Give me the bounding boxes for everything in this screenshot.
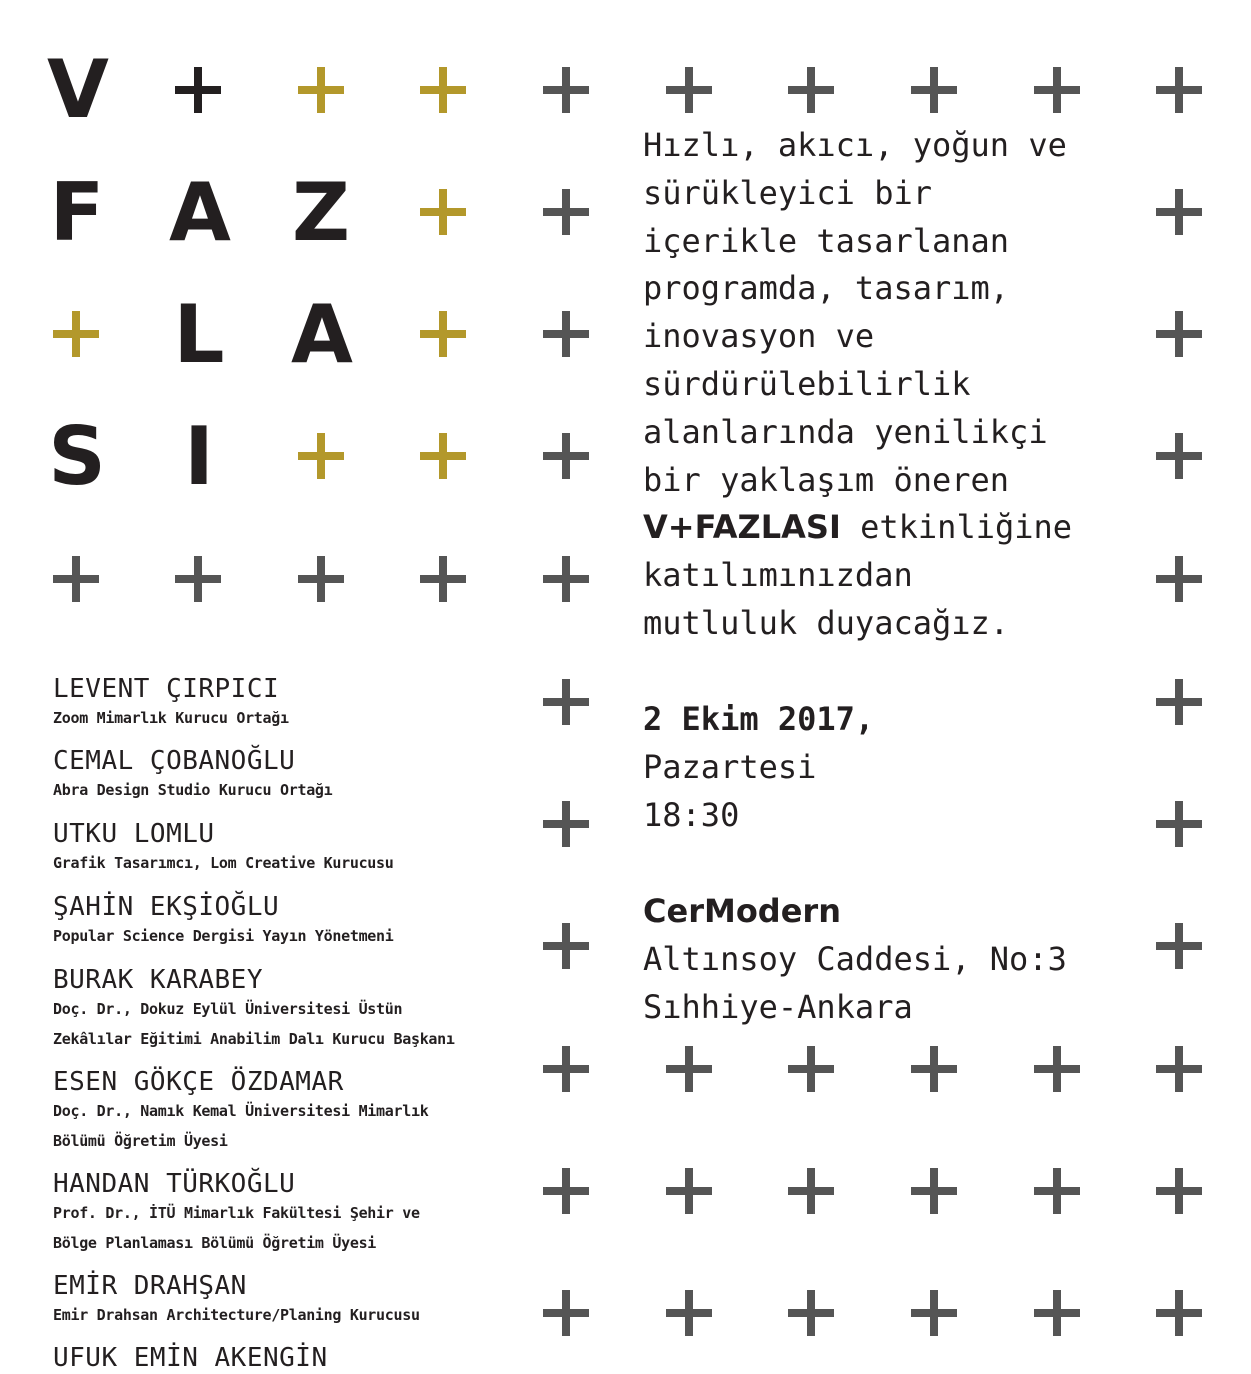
logo-letter-l: L	[173, 288, 225, 381]
plus-icon	[911, 1290, 957, 1336]
plus-icon	[1156, 1046, 1202, 1092]
event-time: 18:30	[643, 795, 740, 834]
plus-icon	[1034, 1168, 1080, 1214]
speaker-name: BURAK KARABEY	[53, 965, 263, 995]
logo-letter-a2: A	[291, 288, 353, 381]
plus-icon	[1034, 1046, 1080, 1092]
plus-icon	[543, 433, 589, 479]
logo-letter-a: A	[169, 166, 231, 259]
speaker-role: Emir Drahsan Architecture/Planing Kurucusu	[53, 1306, 420, 1324]
speaker-name: CEMAL ÇOBANOĞLU	[53, 746, 296, 776]
plus-icon	[420, 67, 466, 113]
speaker-role: Bölümü Öğretim Üyesi	[53, 1132, 228, 1150]
logo-letter-f: F	[49, 166, 105, 259]
speaker-name: ŞAHİN EKŞİOĞLU	[53, 892, 280, 922]
event-details	[643, 696, 874, 839]
speaker-role: Prof. Dr., İTÜ Mimarlık Fakültesi Şehir ve	[53, 1204, 420, 1222]
plus-icon	[53, 556, 99, 602]
plus-icon	[420, 311, 466, 357]
plus-icon	[543, 1290, 589, 1336]
plus-icon	[175, 556, 221, 602]
venue-name: CerModern	[643, 892, 841, 930]
plus-icon	[666, 1290, 712, 1336]
speaker-name: UTKU LOMLU	[53, 819, 215, 849]
intro-brand: V+FAZLASI	[643, 508, 841, 547]
intro-text-after: etkinliğine katılımınızdan mutluluk duyacağız.	[643, 508, 1073, 642]
plus-icon	[1156, 801, 1202, 847]
logo-letter-v: V	[47, 43, 109, 136]
plus-icon	[1034, 1290, 1080, 1336]
plus-icon	[543, 556, 589, 602]
plus-icon	[1156, 679, 1202, 725]
plus-icon	[666, 67, 712, 113]
venue-details	[643, 888, 1067, 1031]
speaker-role: Bölge Planlaması Bölümü Öğretim Üyesi	[53, 1234, 377, 1252]
venue-city: Sıhhiye-Ankara	[643, 987, 913, 1026]
speaker-role: Popular Science Dergisi Yayın Yönetmeni	[53, 927, 394, 945]
speaker-name: EMİR DRAHŞAN	[53, 1271, 247, 1301]
speaker-role: Doç. Dr., Namık Kemal Üniversitesi Mimarlık	[53, 1102, 429, 1120]
speaker-name: LEVENT ÇIRPICI	[53, 674, 280, 704]
plus-icon	[1156, 1168, 1202, 1214]
plus-icon	[420, 433, 466, 479]
plus-icon	[420, 189, 466, 235]
logo-letter-z: Z	[291, 166, 350, 259]
event-day: Pazartesi	[643, 747, 817, 786]
speaker-role: Grafik Tasarımcı, Lom Creative Kurucusu	[53, 854, 394, 872]
speaker-role: Zekâlılar Eğitimi Anabilim Dalı Kurucu Başkanı	[53, 1030, 455, 1048]
plus-icon	[1156, 923, 1202, 969]
plus-icon	[298, 67, 344, 113]
plus-icon	[543, 679, 589, 725]
plus-icon	[788, 67, 834, 113]
plus-icon	[1156, 67, 1202, 113]
plus-icon	[298, 433, 344, 479]
plus-icon	[298, 556, 344, 602]
speaker-role: Zoom Mimarlık Kurucu Ortağı	[53, 709, 289, 727]
venue-street: Altınsoy Caddesi, No:3	[643, 939, 1067, 978]
plus-icon	[788, 1290, 834, 1336]
intro-text-before: Hızlı, akıcı, yoğun ve sürükleyici bir içerikle tasarlanan programda, tasarım, inovasyon ve sürdürülebilirlik alanlarında yenilikçi bir yaklaşım öneren	[643, 126, 1067, 499]
plus-icon	[1034, 67, 1080, 113]
plus-icon	[788, 1046, 834, 1092]
plus-icon	[420, 556, 466, 602]
plus-icon	[911, 1168, 957, 1214]
plus-icon	[543, 1046, 589, 1092]
speaker-role: Doç. Dr., Dokuz Eylül Üniversitesi Üstün	[53, 1000, 403, 1018]
plus-icon	[543, 1168, 589, 1214]
plus-icon	[911, 67, 957, 113]
event-date: 2 Ekim 2017,	[643, 700, 875, 738]
speaker-name: ESEN GÖKÇE ÖZDAMAR	[53, 1067, 344, 1097]
plus-icon	[543, 189, 589, 235]
plus-icon	[543, 67, 589, 113]
logo-letter-s: S	[48, 410, 106, 503]
plus-icon	[543, 801, 589, 847]
plus-icon	[1156, 1290, 1202, 1336]
logo-letter-i: I	[184, 410, 214, 503]
plus-icon	[543, 923, 589, 969]
plus-icon	[53, 311, 99, 357]
plus-icon	[788, 1168, 834, 1214]
plus-icon	[666, 1046, 712, 1092]
speaker-role: Abra Design Studio Kurucu Ortağı	[53, 781, 333, 799]
speaker-name: UFUK EMİN AKENGİN	[53, 1343, 328, 1373]
plus-icon	[911, 1046, 957, 1092]
speaker-name: HANDAN TÜRKOĞLU	[53, 1169, 296, 1199]
plus-icon	[666, 1168, 712, 1214]
plus-icon	[543, 311, 589, 357]
plus-icon	[175, 67, 221, 113]
intro-text	[643, 122, 1163, 648]
